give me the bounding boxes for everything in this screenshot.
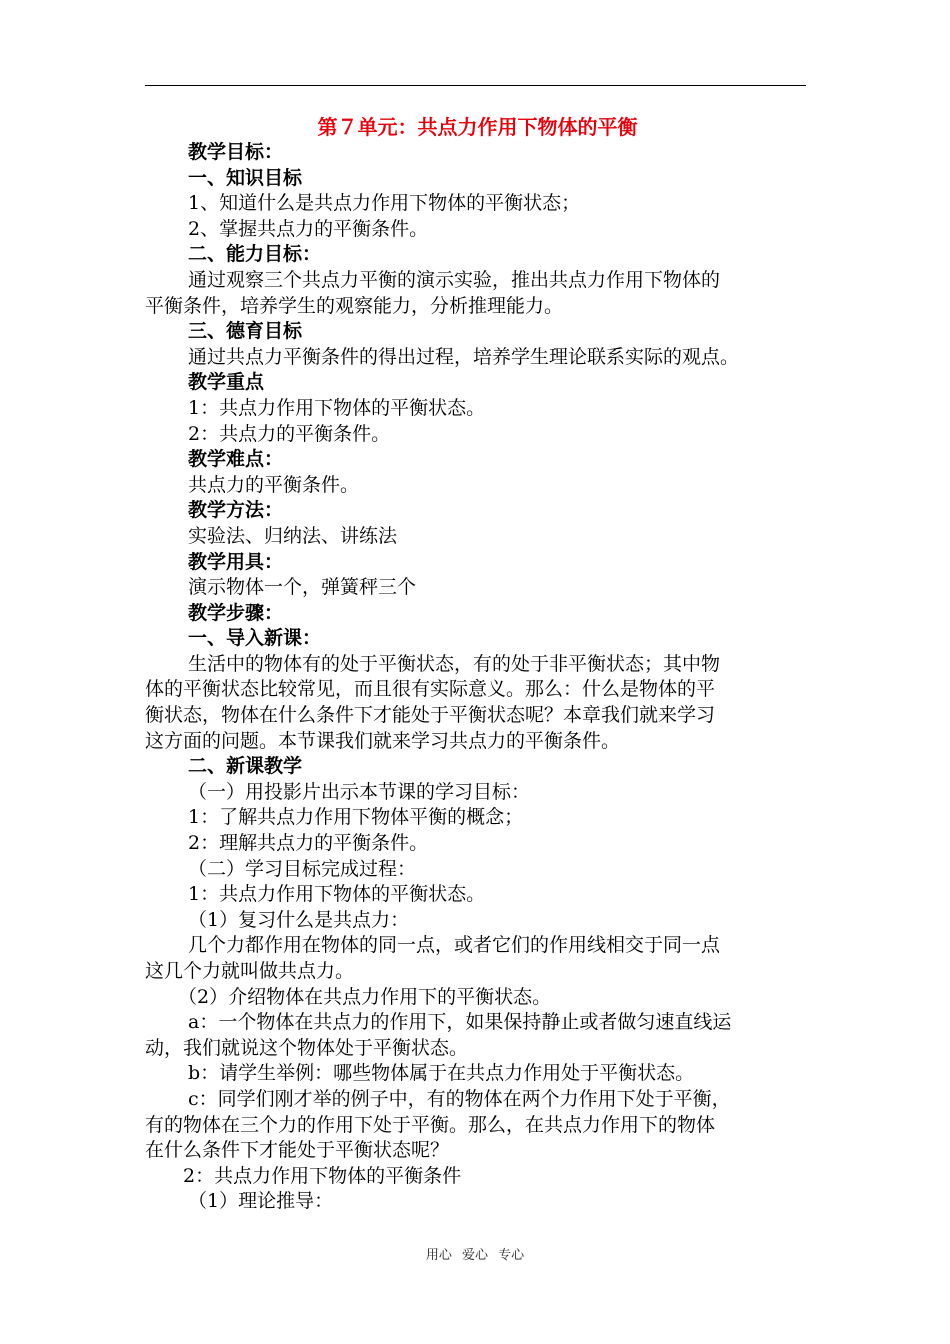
text-line: 通过共点力平衡条件的得出过程，培养学生理论联系实际的观点。 [188,345,740,368]
text-line: 几个力都作用在物体的同一点，或者它们的作用线相交于同一点 [188,934,721,957]
text-line: （1）理论推导： [188,1190,334,1213]
text-line: 动，我们就说这个物体处于平衡状态。 [145,1036,469,1059]
text-line: 有的物体在三个力的作用下处于平衡。那么，在共点力作用下的物体 [145,1113,716,1136]
text-line: （2）介绍物体在共点力作用下的平衡状态。 [178,985,552,1008]
text-line: 在什么条件下才能处于平衡状态呢？ [145,1139,450,1162]
section-heading: 一、导入新课： [188,627,322,650]
text-line: 2：共点力的平衡条件。 [188,422,391,445]
header-rule [145,85,806,86]
text-line: 这方面的问题。本节课我们就来学习共点力的平衡条件。 [145,729,621,752]
text-line: 2：理解共点力的平衡条件。 [188,832,429,855]
section-heading: 二、能力目标： [188,243,322,266]
text-line: 1：共点力作用下物体的平衡状态。 [188,883,486,906]
text-line: 2：共点力作用下物体的平衡条件 [183,1164,462,1187]
text-line: 1：了解共点力作用下物体平衡的概念； [188,806,524,829]
text-line: 生活中的物体有的处于平衡状态，有的处于非平衡状态；其中物 [188,652,721,675]
text-line: 2、掌握共点力的平衡条件。 [188,217,429,240]
text-line: 这几个力就叫做共点力。 [145,960,355,982]
page-footer: 用心 爱心 专心 [425,1248,525,1263]
text-line: （一）用投影片出示本节课的学习目标： [188,780,531,803]
section-heading: 二、新课教学 [188,755,303,778]
document-body [145,114,810,1215]
text-line: 演示物体一个，弹簧秤三个 [188,576,417,599]
text-line: 体的平衡状态比较常见，而且很有实际意义。那么：什么是物体的平 [145,678,716,701]
document-title: 第７单元：共点力作用下物体的平衡 [317,115,638,139]
text-line: （二）学习目标完成过程： [188,857,417,880]
text-line: 平衡条件，培养学生的观察能力，分析推理能力。 [145,294,564,317]
text-line: b：请学生举例：哪些物体属于在共点力作用处于平衡状态。 [188,1062,695,1085]
text-line: 实验法、归纳法、讲练法 [188,524,398,547]
text-line: c：同学们刚才举的例子中，有的物体在两个力作用下处于平衡， [188,1087,731,1110]
text-line: 通过观察三个共点力平衡的演示实验，推出共点力作用下物体的 [188,268,721,291]
section-heading: 三、德育目标 [188,320,303,343]
text-line: （1）复习什么是共点力： [188,908,410,931]
text-line: a：一个物体在共点力的作用下，如果保持静止或者做匀速直线运 [188,1011,732,1034]
section-heading: 一、知识目标 [188,166,303,189]
section-heading: 教学难点： [188,448,284,471]
text-line: 1：共点力作用下物体的平衡状态。 [188,396,486,419]
section-heading: 教学方法： [188,499,284,522]
section-heading: 教学步骤： [188,601,284,624]
document-lines [145,140,810,1215]
text-line: 衡状态，物体在什么条件下才能处于平衡状态呢？本章我们就来学习 [145,704,716,727]
section-heading: 教学目标： [188,141,284,163]
text-line: 共点力的平衡条件。 [188,473,360,496]
text-line: 1、知道什么是共点力作用下物体的平衡状态； [188,192,581,215]
section-heading: 教学重点 [188,371,265,394]
section-heading: 教学用具： [188,550,284,573]
